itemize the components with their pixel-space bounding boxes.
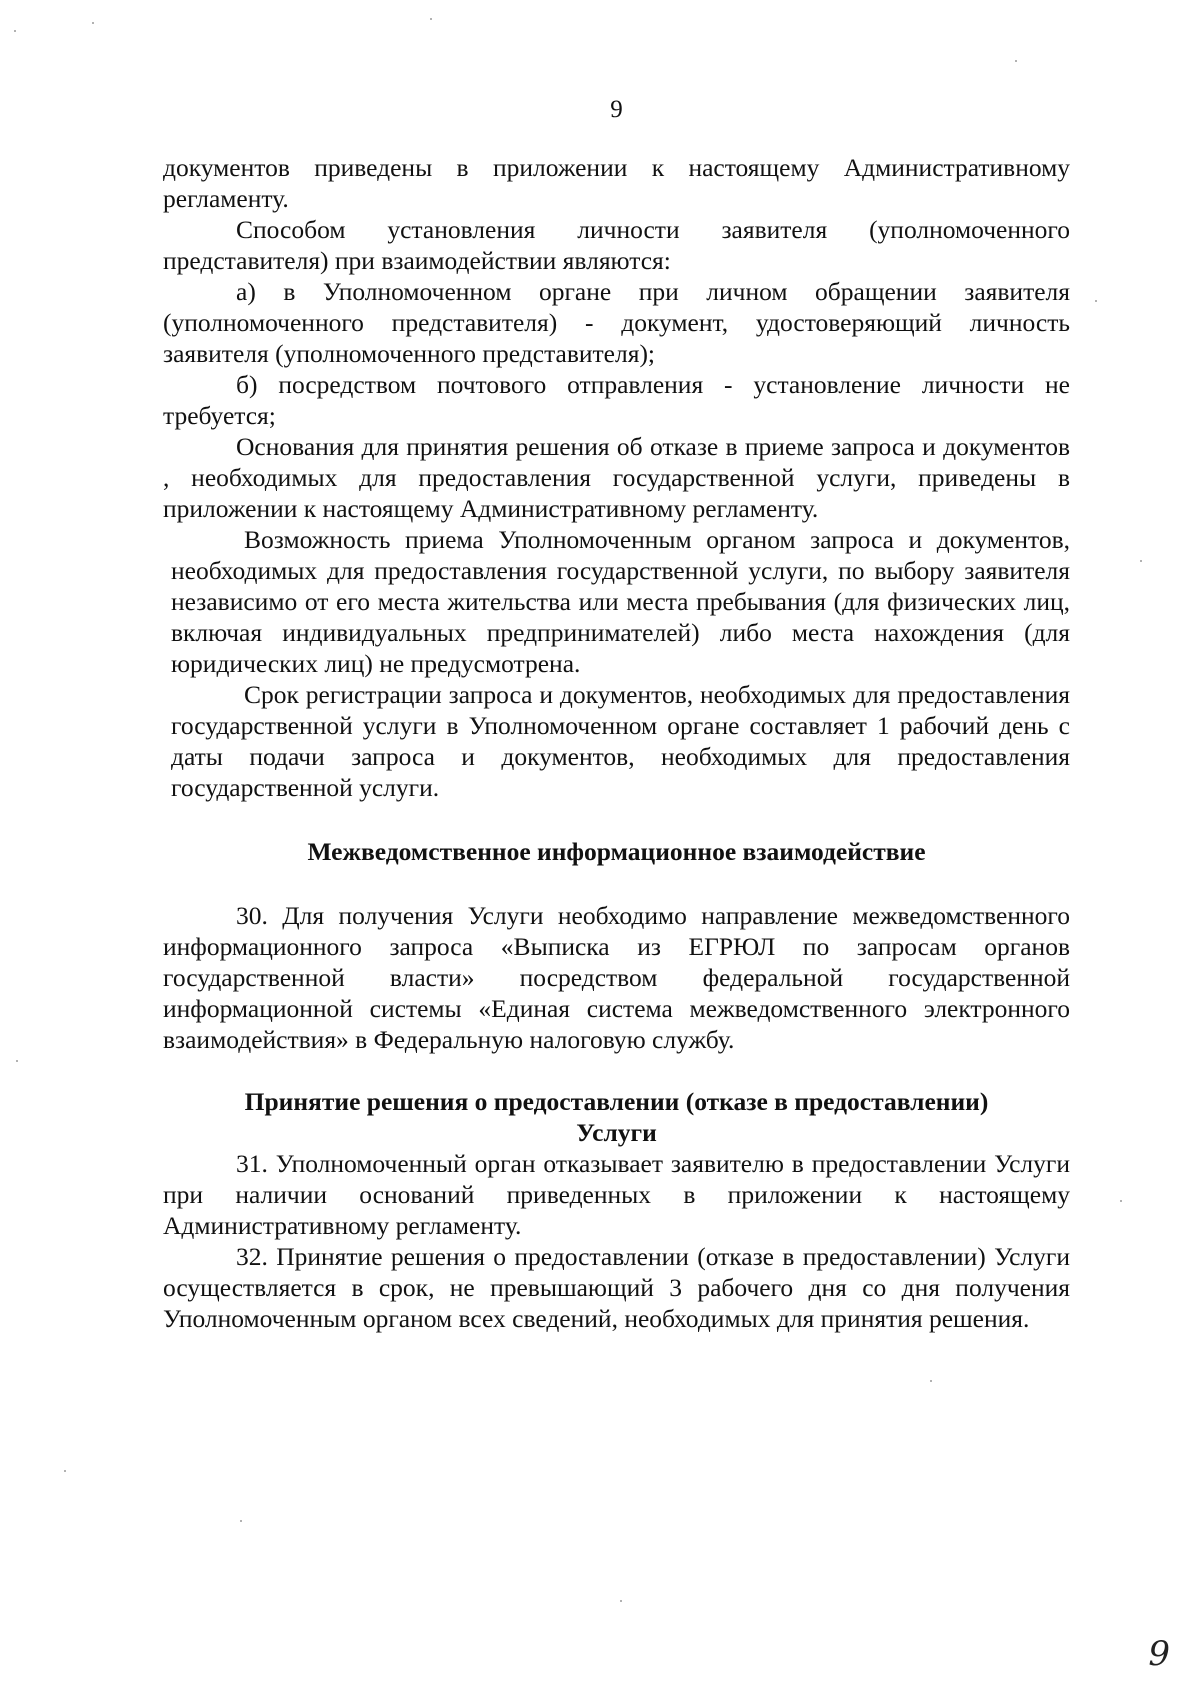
- paragraph-identification-method: Способом установления личности заявителя (уполномоченного представителя) при взаимодействии являются:: [163, 215, 1070, 275]
- scan-speck: [1140, 560, 1142, 562]
- scan-speck: [64, 1470, 66, 1472]
- paragraph-30: 30. Для получения Услуги необходимо направление межведомственного информационного запроса «Выписка из ЕГРЮЛ по запросам органов государственной власти» посредством федеральной государственной информационной системы «Единая система межведомственного электронного взаимодействия» в Федеральную налоговую службу.: [163, 901, 1070, 1054]
- paragraph-refusal-grounds: Основания для принятия решения об отказе в приеме запроса и документов , необходимых для предоставления государственной услуги, приведены в приложении к настоящему Административному регламенту.: [163, 432, 1070, 523]
- section-heading-interagency: Межведомственное информационное взаимодействие: [307, 837, 926, 866]
- scan-speck: [1095, 300, 1097, 302]
- paragraph-continuation: документов приведены в приложении к настоящему Административному регламенту.: [163, 153, 1070, 213]
- scan-speck: [1015, 60, 1017, 62]
- paragraph-extraterritorial: Возможность приема Уполномоченным органом запроса и документов, необходимых для предоставления государственной услуги, по выбору заявителя независимо от его места жительства или места пребывания (для физических лиц, включая индивидуальных предпринимателей) либо места нахождения (для юридических лиц) не предусмотрена.: [171, 525, 1070, 678]
- section-heading-decision-line2: Услуги: [576, 1118, 657, 1147]
- scan-speck: [930, 1380, 932, 1382]
- handwritten-page-mark: 9: [1148, 1634, 1170, 1674]
- section-heading-decision-line1: Принятие решения о предоставлении (отказе в предоставлении): [244, 1087, 989, 1116]
- scan-speck: [430, 18, 432, 20]
- paragraph-item-b: б) посредством почтового отправления - установление личности не требуется;: [163, 370, 1070, 430]
- scan-speck: [16, 1060, 18, 1062]
- scan-speck: [14, 30, 16, 32]
- scan-speck: [240, 1520, 242, 1522]
- page-number: 9: [610, 96, 623, 123]
- document-body: [163, 152, 1070, 1334]
- paragraph-31: 31. Уполномоченный орган отказывает заявителю в предоставлении Услуги при наличии оснований приведенных в приложении к настоящему Административному регламенту.: [163, 1149, 1070, 1240]
- scan-speck: [620, 1600, 622, 1602]
- paragraph-item-a: а) в Уполномоченном органе при личном обращении заявителя (уполномоченного представителя) - документ, удостоверяющий личность заявителя (уполномоченного представителя);: [163, 277, 1070, 368]
- paragraph-32: 32. Принятие решения о предоставлении (отказе в предоставлении) Услуги осуществляется в срок, не превышающий 3 рабочего дня со дня получения Уполномоченным органом всех сведений, необходимых для принятия решения.: [163, 1242, 1070, 1333]
- paragraph-registration-term: Срок регистрации запроса и документов, необходимых для предоставления государственной услуги в Уполномоченном органе составляет 1 рабочий день с даты подачи запроса и документов, необходимых для предоставления государственной услуги.: [171, 680, 1070, 802]
- scan-speck: [92, 22, 94, 24]
- scan-speck: [1120, 1200, 1122, 1202]
